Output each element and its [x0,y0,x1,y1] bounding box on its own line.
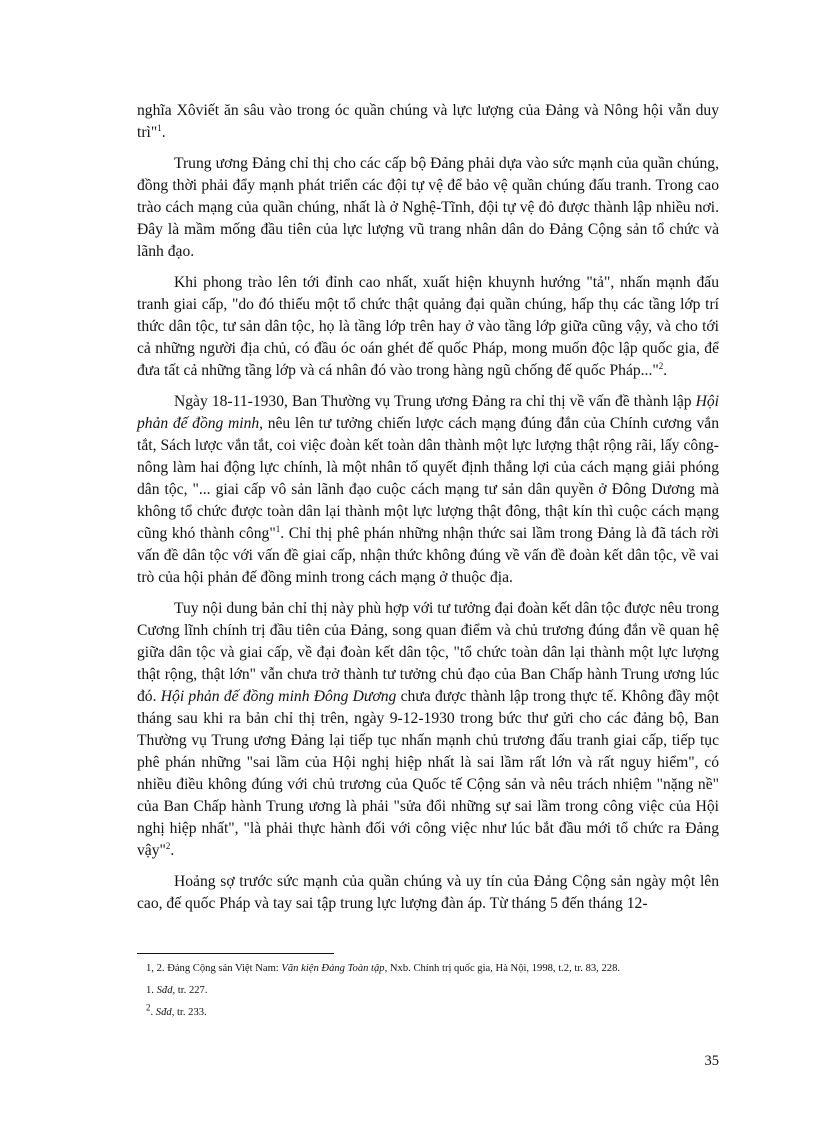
text-run: Khi phong trào lên tới đỉnh cao nhất, xuất hiện khuynh hướng "tả", nhấn mạnh đấu tranh giai cấp, "do đó thiếu một tổ chức thật quảng đại quần chúng, hấp thụ các tầng lớp trí thức dân tộc, tư sản dân tộc, họ là tầng lớp trên hay ở vào tầng lớp giữa cũng vậy, và cho tới cả những người địa chủ, có đầu óc oán ghét đế quốc Pháp, mong muốn độc lập quốc gia, để đưa tất cả những tầng lớp và cá nhân đó vào trong hàng ngũ chống đế quốc Pháp..." [137,274,719,379]
italic-run: Sđd [156,985,173,996]
text-run: Trung ương Đảng chỉ thị cho các cấp bộ Đảng phải dựa vào sức mạnh của quần chúng, đồng thời phải đẩy mạnh phát triển các đội tự vệ để bảo vệ quần chúng đấu tranh. Trong cao trào cách mạng của quần chúng, nhất là ở Nghệ-Tĩnh, đội tự vệ đỏ được thành lập nhiều nơi. Đây là mầm mống đầu tiên của lực lượng vũ trang nhân dân do Đảng Cộng sản tổ chức và lãnh đạo. [137,155,719,260]
text-run: nêu lên tư tưởng chiến lược cách mạng đúng đắn của Chính cương vắn tắt, Sách lược vắn tắt, coi việc đoàn kết toàn dân thành một lực lượng thật rộng rãi, lấy công-nông làm hai động lực chính, là một nhân tố quyết định thắng lợi của cách mạng giải phóng dân tộc, "... giai cấp vô sản lãnh đạo cuộc cách mạng tư sản dân quyền ở Đông Dương mà không tổ chức được toàn dân lại thành một lực lượng thật đông, thật kín thì cuộc cách mạng cũng khó thành công" [137,415,720,542]
paragraph-4 [137,391,719,589]
text-run: Tuy nội dung bản chỉ thị này phù hợp với tư tưởng đại đoàn kết dân tộc được nêu trong Cương lĩnh chính trị đầu tiên của Đảng, song quan điểm và chủ trương đúng đắn về quan hệ giữa dân tộc và giai cấp, về đại đoàn kết dân tộc, "tổ chức toàn dân lại thành một lực lượng thật rộng, thật lớn" vẫn chưa trở thành tư tưởng chủ đạo của Ban Chấp hành Trung ương lúc đó. [137,600,719,705]
italic-run: Hội phản đế đồng minh, [137,393,719,432]
footnote-separator [137,953,334,954]
body-text [137,100,719,915]
page-number: 35 [704,1053,719,1069]
text-run: 1, 2. Đảng Cộng sản Việt Nam: [146,963,282,974]
text-run: , tr. 233. [171,1007,207,1018]
footnote-ref[interactable]: 1 [275,523,281,534]
footnote-ref[interactable]: 1 [157,122,162,133]
footnote-3 [146,1002,719,1020]
text-run: , Nxb. Chính trị quốc gia, Hà Nội, 1998, t.2, tr. 83, 228. [384,963,621,974]
text-run: . Chỉ thị phê phán những nhận thức sai lầm trong Đảng là đã tách rời vấn đề dân tộc với vấn đề giai cấp, nhận thức không đúng về vấn đề đoàn kết dân tộc, về vai trò của hội phản đế đồng minh trong cách mạng ở thuộc địa. [137,525,719,586]
paragraph-2 [137,153,719,263]
text-run: Hoảng sợ trước sức mạnh của quần chúng và uy tín của Đảng Cộng sản ngày một lên cao, đế quốc Pháp và tay sai tập trung lực lượng đàn áp. Từ tháng 5 đến tháng 12- [137,873,719,912]
italic-run: Văn kiện Đảng Toàn tập [281,963,385,974]
footnotes [146,962,719,1028]
italic-run: Hội phản đế đồng minh Đông Dương [160,688,397,705]
text-run: 1. [146,985,157,996]
text-run: nghĩa Xôviết ăn sâu vào trong óc quần chúng và lực lượng của Đảng và Nông hội vẫn duy trì" [137,102,719,141]
text-run: . [150,1007,156,1018]
paragraph-5 [137,598,719,862]
footnote-1 [146,962,719,976]
text-run: . [170,842,175,859]
paragraph-3 [137,272,719,382]
paragraph-1 [137,100,719,144]
text-run: . [663,362,668,379]
text-run: chưa được thành lập trong thực tế. Không đầy một tháng sau khi ra bản chỉ thị trên, ngày 9-12-1930 trong bức thư gửi cho các đảng bộ, Ban Thường vụ Trung ương Đảng lại tiếp tục nhấn mạnh chủ trương đấu tranh giai cấp, tiếp tục phê phán những "sai lầm của Hội nghị hiệp nhất là sai lầm rất lớn và rất nguy hiểm", có nhiều điều không đúng với chủ trương của Quốc tế Cộng sản và nêu trách nhiệm "nặng nề" của Ban Chấp hành Trung ương là phải "sửa đổi những sự sai lầm trong công việc của Hội nghị hiệp nhất", "là phải thực hành đối với công việc như lúc bắt đầu mới tổ chức ra Đảng vậy" [137,688,719,859]
text-run: , tr. 227. [172,985,208,996]
text-run: . [161,124,166,141]
footnote-marker: 2 [146,1002,151,1013]
footnote-ref[interactable]: 2 [658,360,664,371]
footnote-ref[interactable]: 2 [165,840,171,851]
italic-run: Sđd [155,1007,172,1018]
footnote-2 [146,984,719,998]
text-run: Ngày 18-11-1930, Ban Thường vụ Trung ương Đảng ra chỉ thị về vấn đề thành lập [174,393,696,410]
paragraph-6 [137,871,719,915]
